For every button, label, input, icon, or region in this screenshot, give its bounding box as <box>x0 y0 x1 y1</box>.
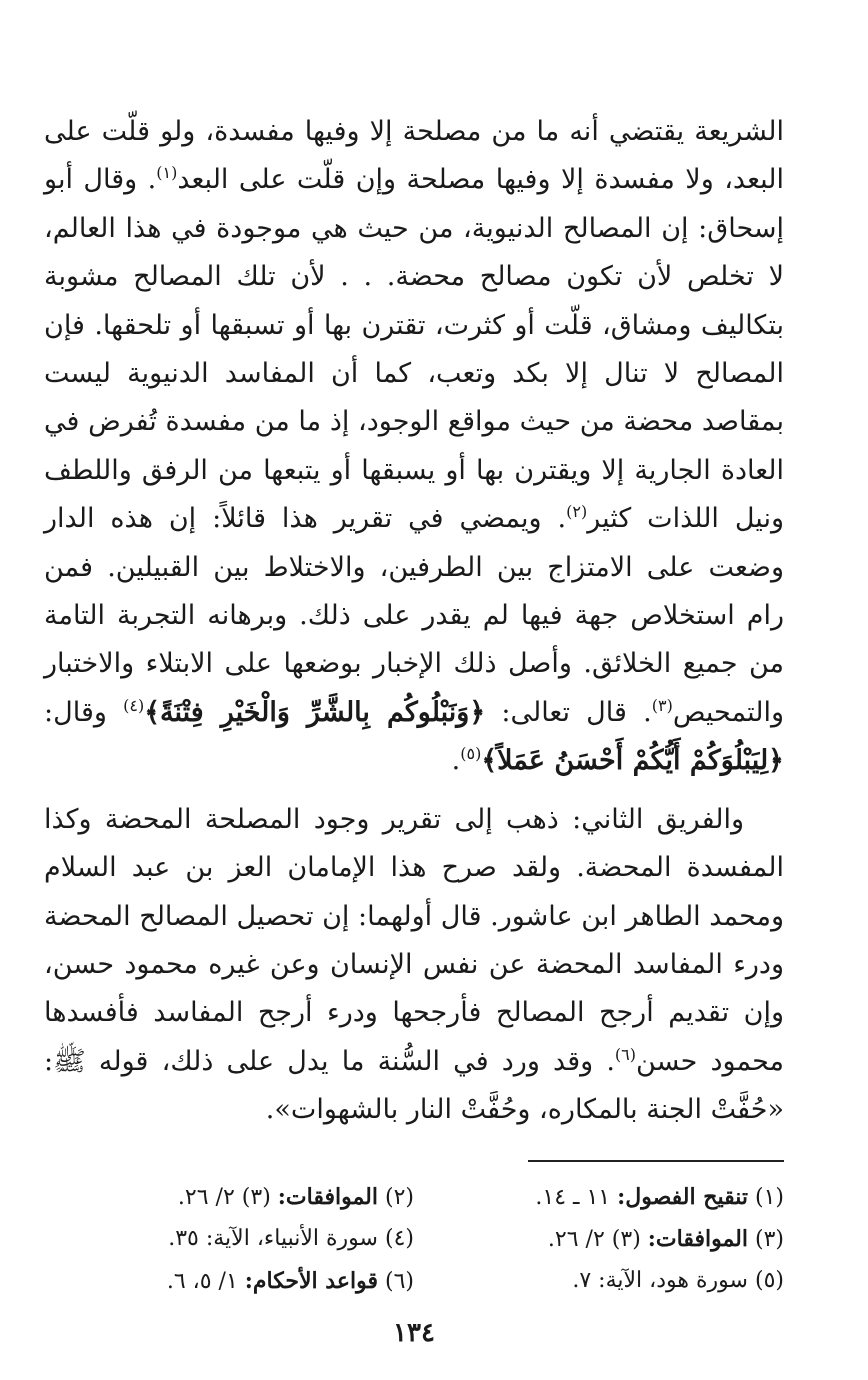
footnote-ref-6[interactable]: (٦) <box>614 1044 637 1064</box>
footnote-ref-2[interactable]: (٢) <box>566 502 588 522</box>
footnote-1 <box>414 1178 784 1217</box>
footnote-number: (٤) <box>384 1226 414 1251</box>
text-run: . ويمضي في تقرير هذا قائلاً: إن هذه الدار وضعت على الامتزاج بين الطرفين، والاختلاط بين القبيلين. فمن رام استخلاص جهة فيها لم يقدر على ذلك. وبرهانه التجربة التامة من جميع الخلائق. وأصل ذلك الإخبار بوضعها على الابتلاء والاختبار والتمحيص <box>44 503 784 728</box>
footnote-number: (١) <box>754 1185 784 1210</box>
footnotes-list <box>44 1178 784 1301</box>
text-run: . وقد ورد في السُّنة ما يدل على ذلك، قوله ﷺ: «حُفَّتْ الجنة بالمكاره، وحُفَّتْ النار بالشهوات». <box>44 1045 784 1126</box>
text-run: . وقال أبو إسحاق: إن المصالح الدنيوية، من حيث هي موجودة في هذا العالم، لا تخلص لأن تكون مصالح محضة. . . لأن تلك المصالح مشوبة بتكاليف ومشاق، قلّت أو كثرت، تقترن بها أو تسبقها أو تلحقها. فإن المصالح لا تنال إلا بكد وتعب، كما أن المفاسد الدنيوية ليست بمقاصد محضة من حيث مواقع الوجود، إذ ما من مفسدة تُفرض في العادة الجارية إلا ويقترن بها أو يسبقها أو يتبعها من الرفق واللطف ونيل اللذات كثير <box>44 164 784 535</box>
footnote-separator <box>528 1160 784 1162</box>
footnote-3 <box>414 1220 784 1259</box>
footnote-reference: (٣) ٢/ ٢٦. <box>547 1227 641 1252</box>
text-run: وقال: <box>44 696 124 728</box>
footnote-source-title: الموافقات: <box>647 1226 748 1252</box>
footnote-source-title: الموافقات: <box>277 1184 378 1210</box>
footnote-ref-1[interactable]: (١) <box>156 163 178 183</box>
text-run: . قال تعالى: <box>485 696 652 728</box>
quran-verse-1: ﴿وَنَبْلُوكُم بِالشَّرِّ وَالْخَيْرِ فِتْنَةً﴾ <box>144 696 486 728</box>
footnote-number: (٥) <box>754 1268 784 1293</box>
quran-verse-2: ﴿لِيَبْلُوَكُمْ أَيُّكُمْ أَحْسَنُ عَمَلاً﴾ <box>481 745 784 777</box>
footnote-ref-4[interactable]: (٤) <box>123 695 145 715</box>
footnote-ref-5[interactable]: (٥) <box>460 744 482 764</box>
footnote-2 <box>44 1178 414 1217</box>
text-run: . <box>451 745 461 777</box>
footnote-reference: سورة الأنبياء، الآية: ٣٥. <box>168 1226 378 1251</box>
footnote-reference: ١١ ـ ١٤. <box>535 1185 611 1210</box>
footnote-reference: (٣) ٢/ ٢٦. <box>177 1185 271 1210</box>
footnote-number: (٣) <box>754 1227 784 1252</box>
book-page <box>44 108 784 1348</box>
footnote-number: (٢) <box>384 1185 414 1210</box>
paragraph-1 <box>44 108 784 786</box>
footnote-reference: ١/ ٥، ٦. <box>166 1269 238 1294</box>
footnote-reference: سورة هود، الآية: ٧. <box>572 1268 748 1293</box>
footnote-number: (٦) <box>384 1269 414 1294</box>
footnote-ref-3[interactable]: (٣) <box>651 695 673 715</box>
page-number: ١٣٤ <box>393 1318 435 1348</box>
text-run: والفريق الثاني: ذهب إلى تقرير وجود المصلحة المحضة وكذا المفسدة المحضة. ولقد صرح هذا الإمامان العز بن عبد السلام ومحمد الطاهر ابن عاشور. قال أولهما: إن تحصيل المصالح المحضة ودرء المفاسد المحضة عن نفس الإنسان وعن غيره محمود حسن، وإن تقديم أرجح المصالح فأرجحها ودرء أرجح المفاسد فأفسدها محمود حسن <box>44 803 784 1077</box>
footnote-source-title: قواعد الأحكام: <box>244 1268 378 1294</box>
footnote-6 <box>44 1262 414 1301</box>
footnote-source-title: تنقيح الفصول: <box>617 1184 748 1210</box>
text-run: الشريعة يقتضي أنه ما من مصلحة إلا وفيها مفسدة، ولو قلّت على البعد، ولا مفسدة إلا وفيها مصلحة وإن قلّت على البعد <box>44 116 784 196</box>
footnote-5 <box>414 1262 784 1301</box>
paragraph-2 <box>44 796 784 1135</box>
footnote-4 <box>44 1220 414 1259</box>
